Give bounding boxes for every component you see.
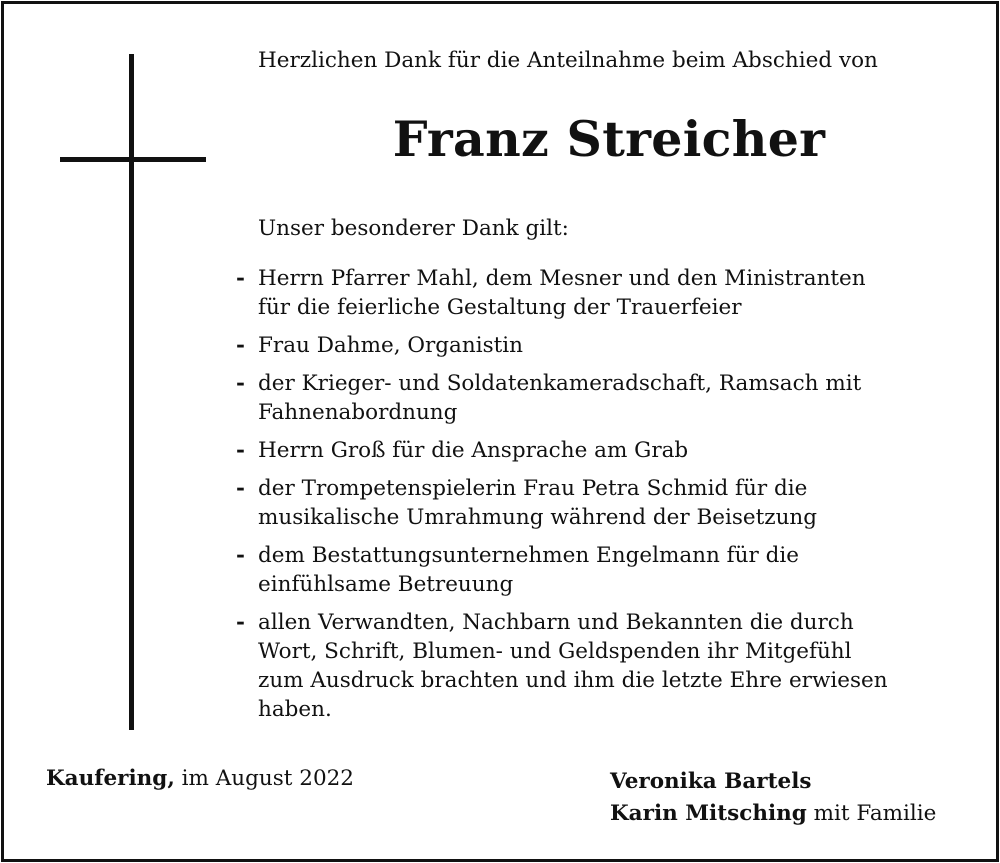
cross-icon-horizontal: [60, 157, 206, 162]
deceased-name: Franz Streicher: [392, 110, 826, 168]
signer-1: [610, 766, 936, 798]
intro-text: Herzlichen Dank für die Anteilnahme beim Abschied von: [258, 48, 878, 73]
list-item-text: Herrn Pfarrer Mahl, dem Mesner und den Ministranten für die feierliche Gestaltung der Trauerfeier: [258, 266, 866, 320]
signer-2-suffix: mit Familie: [813, 801, 937, 826]
bullet-dash: -: [236, 610, 245, 635]
date-text: im August 2022: [181, 766, 354, 791]
place-name: Kaufering,: [46, 766, 175, 791]
bullet-dash: -: [236, 543, 245, 568]
place-date: [46, 766, 354, 791]
signer-2: [610, 798, 936, 830]
cross-icon-vertical: [129, 54, 134, 730]
list-item-text: Herrn Groß für die Ansprache am Grab: [258, 438, 689, 463]
list-item: [236, 608, 956, 724]
signer-1-name: Veronika Bartels: [610, 769, 812, 794]
list-item: [236, 331, 956, 360]
thanks-list: [236, 264, 956, 733]
list-item: [236, 369, 956, 427]
list-item-text: allen Verwandten, Nachbarn und Bekannten die durch Wort, Schrift, Blumen- und Geldspenden ihr Mitgefühl zum Ausdruck brachten und ihm die letzte Ehre erwiesen haben.: [258, 610, 888, 722]
bullet-dash: -: [236, 371, 245, 396]
list-item-text: Frau Dahme, Organistin: [258, 333, 523, 358]
list-item: [236, 474, 956, 532]
list-item-text: dem Bestattungsunternehmen Engelmann für die einfühlsame Betreuung: [258, 543, 799, 597]
thanks-heading: Unser besonderer Dank gilt:: [258, 216, 569, 241]
list-item-text: der Trompetenspielerin Frau Petra Schmid für die musikalische Umrahmung während der Beisetzung: [258, 476, 818, 530]
signer-2-name: Karin Mitsching: [610, 801, 807, 826]
bullet-dash: -: [236, 266, 245, 291]
list-item-text: der Krieger- und Soldatenkameradschaft, Ramsach mit Fahnenabordnung: [258, 371, 862, 425]
list-item: [236, 541, 956, 599]
list-item: [236, 436, 956, 465]
list-item: [236, 264, 956, 322]
bullet-dash: -: [236, 476, 245, 501]
bullet-dash: -: [236, 438, 245, 463]
bullet-dash: -: [236, 333, 245, 358]
signatories: [610, 766, 936, 830]
